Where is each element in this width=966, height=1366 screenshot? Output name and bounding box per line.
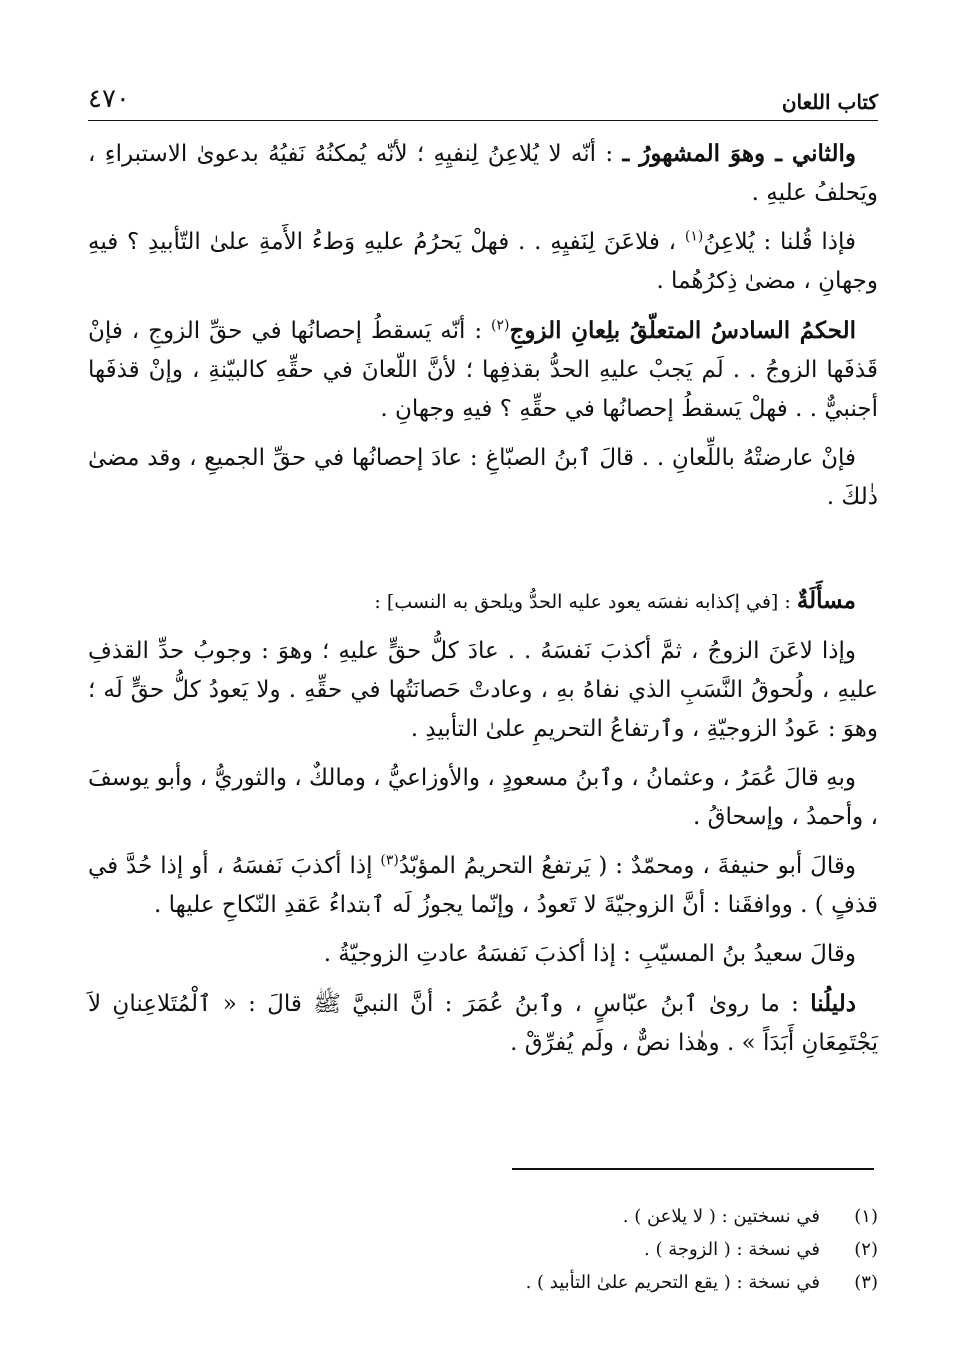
footnote-ref: (٢) <box>491 317 510 334</box>
paragraph <box>88 759 878 837</box>
paragraph <box>88 223 878 301</box>
running-title: كتاب اللعان <box>781 90 878 114</box>
page-header <box>88 84 878 121</box>
paragraph-text: : أنّه لا يُلاعِنُ لِنفيِهِ ؛ لأنّه يُمكنُهُ نَفيُهُ بدعوىٰ الاستبراءِ ، ويَحلفُ عليهِ . <box>88 141 878 206</box>
paragraph-text: وإذا لاعَنَ الزوجُ ، ثمَّ أكذبَ نَفسَهُ . . عادَ كلُّ حقٍّ عليهِ ؛ وهوَ : وجوبُ حدِّ القذفِ عليهِ ، ولُحوقُ النَّسَبِ الذي نفاهُ بهِ ، وعادتْ حَصانَتُها في حقِّهِ . ولا يَعودُ كلُّ حقٍّ لَه ؛ وهوَ : عَودُ الزوجيّةِ ، وٱرتفاعُ التحريمِ علىٰ التأبيدِ . <box>88 638 878 742</box>
footnote-divider <box>512 1168 874 1170</box>
footnote-ref: (٣) <box>380 852 399 869</box>
section-subtitle: : [في إكذابه نفسَه يعود عليه الحدُّ ويلحق به النسب] : <box>374 591 797 613</box>
footnote-ref: (١) <box>684 228 704 245</box>
footnote-number: (٢) <box>854 1239 878 1260</box>
footnote-number: (١) <box>854 1206 878 1227</box>
paragraph-text: : ما روىٰ ٱبنُ عبّاسٍ ، وٱبنُ عُمَرَ : أنَّ النبيَّ ﷺ قالَ : « ٱلْمُتَلاعِنانِ لاَ يَجْتَمِعَانِ أَبَدَاً » . وهٰذا نصٌّ ، ولَم يُفرِّقْ . <box>88 991 878 1056</box>
footnote <box>88 1200 878 1233</box>
paragraph <box>88 984 878 1063</box>
bold-lead: دليلُنا <box>810 990 856 1017</box>
bold-lead: والثاني ـ وهوَ المشهورُ ـ <box>622 140 856 167</box>
paragraph <box>88 847 878 925</box>
paragraph <box>88 935 878 974</box>
paragraph-text: فإذا قُلنا : يُلاعِنُ <box>703 229 856 255</box>
paragraph <box>88 632 878 749</box>
paragraph-text: ، فلاعَنَ لِنَفيِهِ . . فهلْ يَحرُمُ عليهِ وَطءُ الأَمةِ علىٰ التّأبيدِ ؟ فيهِ وجهانِ ، مضىٰ ذِكرُهُما . <box>88 229 878 294</box>
paragraph-text: إذا أكذبَ نَفسَهُ ، أو إذا حُدَّ في قذفٍ ) . ووافقَنا : أنَّ الزوجيّةَ لا تَعودُ ، وإنّما يجوزُ لَه ٱبتداءُ عَقدِ النّكاحِ عليها . <box>88 853 878 918</box>
paragraph <box>88 439 878 517</box>
footnote <box>88 1266 878 1299</box>
main-text <box>88 134 878 1073</box>
footnote-number: (٣) <box>854 1272 878 1293</box>
paragraph-text: وبهِ قالَ عُمَرُ ، وعثمانُ ، وٱبنُ مسعودٍ ، والأوزاعيُّ ، ومالكٌ ، والثوريُّ ، وأبو يوسفَ ، وأحمدُ ، وإسحاقُ . <box>88 765 878 830</box>
footnote <box>88 1233 878 1266</box>
section-heading <box>88 581 878 622</box>
paragraph-text: فإنْ عارضتْهُ باللِّعانِ . . قالَ ٱبنُ الصبّاغِ : عادَ إحصانُها في حقِّ الجميعِ ، وقد مضىٰ ذٰلكَ . <box>88 445 878 510</box>
bold-lead: مسأَلَةٌ <box>796 587 856 614</box>
footnote-text: في نسخة : ( الزوجة ) . <box>644 1239 820 1260</box>
paragraph-text: وقالَ سعيدُ بنُ المسيّبِ : إذا أكذبَ نَفسَهُ عادتِ الزوجيّةُ . <box>323 941 856 967</box>
bold-lead: الحكمُ السادسُ المتعلّقُ بلِعانِ الزوجِ <box>509 317 856 344</box>
footnote-text: في نسخة : ( يقع التحريم علىٰ التأبيد ) . <box>525 1272 820 1293</box>
footnotes <box>88 1200 878 1299</box>
paragraph <box>88 311 878 429</box>
page-number: ٤٧٠ <box>88 84 130 114</box>
paragraph <box>88 134 878 213</box>
paragraph-text: وقالَ أبو حنيفةَ ، ومحمّدٌ : ( يَرتفعُ التحريمُ المؤبّدُ <box>398 853 857 879</box>
paragraph-text: : أنّه يَسقطُ إحصانُها في حقِّ الزوجِ ، فإنْ قَذفَها الزوجُ . . لَم يَجبْ عليهِ الحدُّ بقذفِها ؛ لأنَّ اللّعانَ في حقِّهِ كالبيّنةِ ، وإنْ قذفَها أجنبيٌّ . . فهلْ يَسقطُ إحصانُها في حقِّهِ ؟ فيهِ وجهانِ . <box>88 318 878 422</box>
footnote-text: في نسختين : ( لا يلاعن ) . <box>622 1206 820 1227</box>
